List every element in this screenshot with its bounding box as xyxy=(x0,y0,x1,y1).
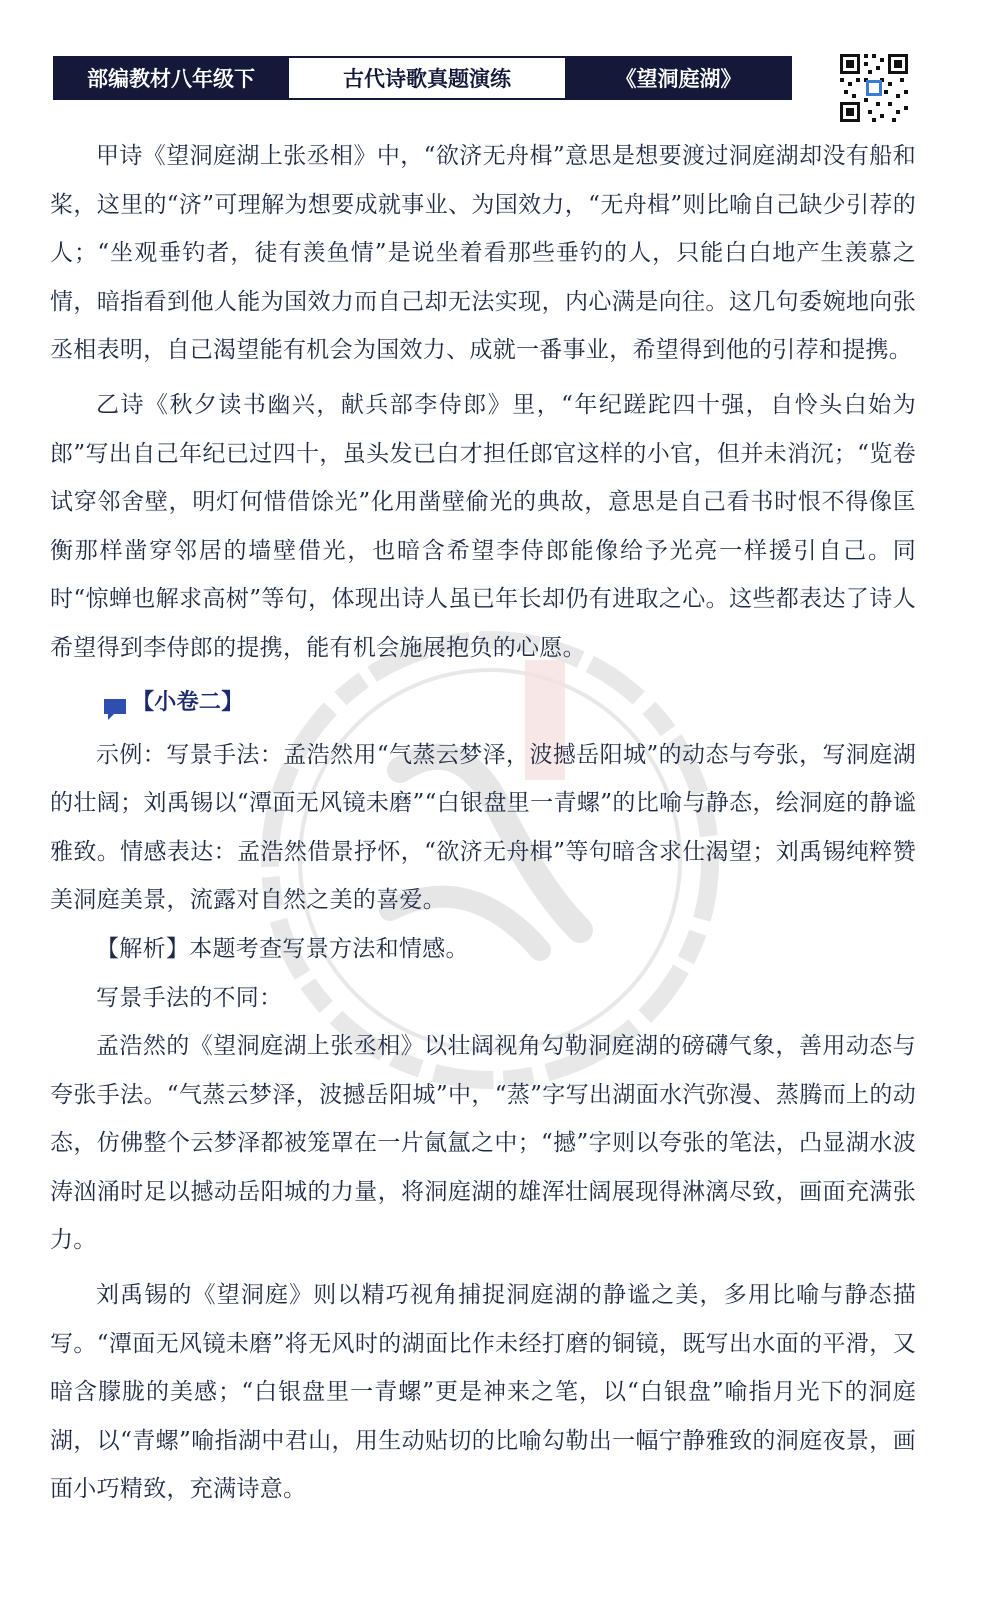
paragraph-jia-poem: 甲诗《望洞庭湖上张丞相》中，“欲济无舟楫”意思是想要渡过洞庭湖却没有船和桨，这里的“济”可理解为想要成就事业、为国效力，“无舟楫”则比喻自己缺少引荐的人；“坐观垂钓者，徒有羡鱼情”是说坐着看那些垂钓的人，只能白白地产生羡慕之情，暗指看到他人能为国效力而自己却无法实现，内心满是向往。这几句委婉地向张丞相表明，自己渴望能有机会为国效力、成就一番事业，希望得到他的引荐和提携。 xyxy=(50,143,916,364)
paragraph-yi-poem: 乙诗《秋夕读书幽兴，献兵部李侍郎》里，“年纪蹉跎四十强，自怜头白始为郎”写出自己年纪已过四十，虽头发已白才担任郎官这样的小官，但并未消沉；“览卷试穿邻舍壁，明灯何惜借馀光”化用凿壁偷光的典故，意思是自己看书时恨不得像匡衡那样凿穿邻居的墙壁借光，也暗含希望李侍郎能像给予光亮一样援引自己。同时“惊蝉也解求高树”等句，体现出诗人虽已年长却仍有进取之心。这些都表达了诗人希望得到李侍郎的提携，能有机会施展抱负的心愿。 xyxy=(50,391,916,661)
header-bar xyxy=(53,56,792,100)
paragraph-meng-haoran: 孟浩然的《望洞庭湖上张丞相》以壮阔视角勾勒洞庭湖的磅礴气象，善用动态与夸张手法。“气蒸云梦泽，波撼岳阳城”中，“蒸”字写出湖面水汽弥漫、蒸腾而上的动态，仿佛整个云梦泽都被笼罩在一片氤氲之中；“撼”字则以夸张的笔法，凸显湖水波涛汹涌时足以撼动岳阳城的力量，将洞庭湖的雄浑壮阔展现得淋漓尽致，画面充满张力。 xyxy=(50,1033,916,1254)
qr-code-icon xyxy=(838,52,910,124)
header-poem-title: 《望洞庭湖》 xyxy=(567,58,790,98)
paragraph-example: 示例：写景手法：孟浩然用“气蒸云梦泽，波撼岳阳城”的动态与夸张，写洞庭湖的壮阔；刘禹锡以“潭面无风镜未磨”“白银盘里一青螺”的比喻与静态，绘洞庭的静谧雅致。情感表达：孟浩然借景抒怀，“欲济无舟楫”等句暗含求仕渴望；刘禹锡纯粹赞美洞庭美景，流露对自然之美的喜爱。 xyxy=(50,741,916,914)
header-section: 古代诗歌真题演练 xyxy=(287,58,567,98)
section-heading xyxy=(50,677,916,731)
paragraph-technique-heading: 写景手法的不同： xyxy=(96,984,283,1011)
speech-bubble-icon xyxy=(102,691,128,717)
section-title: 【小卷二】 xyxy=(132,690,244,716)
paragraph-liu-yuxi: 刘禹锡的《望洞庭》则以精巧视角捕捉洞庭湖的静谧之美，多用比喻与静态描写。“潭面无风镜未磨”将无风时的湖面比作未经打磨的铜镜，既写出水面的平滑，又暗含朦胧的美感；“白银盘里一青螺”更是神来之笔，以“白银盘”喻指月光下的洞庭湖，以“青螺”喻指湖中君山，用生动贴切的比喻勾勒出一幅宁静雅致的洞庭夜景，画面小巧精致，充满诗意。 xyxy=(50,1282,916,1503)
article-body xyxy=(50,132,916,1514)
paragraph-analysis-label: 【解析】本题考查写景方法和情感。 xyxy=(96,935,469,962)
header-grade: 部编教材八年级下 xyxy=(55,58,287,98)
